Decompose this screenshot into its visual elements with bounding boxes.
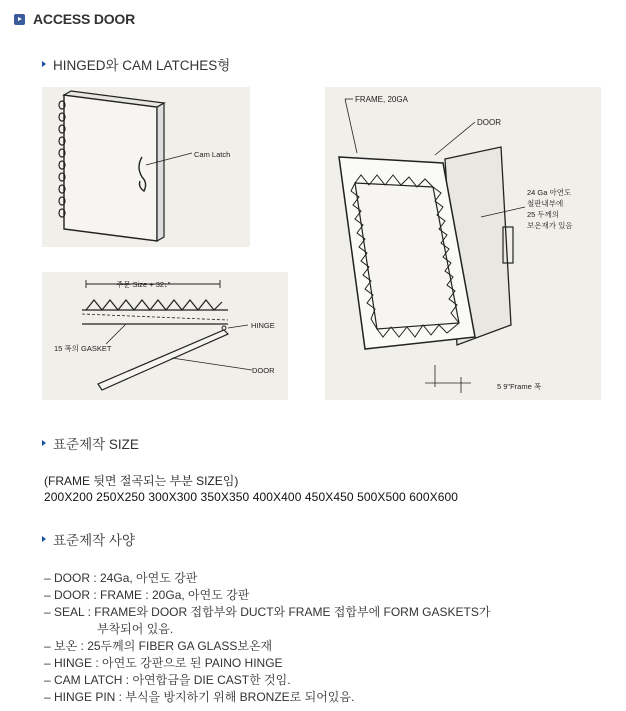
figure-gasket-section [42, 272, 288, 400]
spec-door: – DOOR : 24Ga, 아연도 강판 [44, 571, 198, 585]
label-note-4: 보온재가 있음 [527, 221, 573, 230]
label-door-small: DOOR [252, 366, 275, 375]
figure-frame-iso [325, 87, 601, 400]
section-standard-size [42, 433, 139, 453]
spec-seal: – SEAL : FRAME와 DOOR 접합부와 DUCT와 FRAME 접합부에 FORM GASKETS가 [44, 605, 491, 619]
label-door-big: DOOR [477, 118, 501, 127]
spec-hinge-pin: – HINGE PIN : 부식을 방지하기 위해 BRONZE로 되어있음. [44, 690, 355, 704]
label-note-1: 24 Ga 아연도 [527, 188, 572, 197]
spec-insulation: – 보온 : 25두께의 FIBER GA GLASS보온재 [44, 639, 273, 653]
bullet-arrow-icon [42, 536, 46, 542]
section-hinged-label: HINGED와 CAM LATCHES형 [53, 58, 231, 73]
section-standard-spec [42, 529, 135, 549]
bullet-arrow-icon [42, 61, 46, 67]
section-hinged [42, 54, 230, 74]
section-standard-size-label: 표준제작 SIZE [53, 437, 139, 452]
label-frame-20ga: FRAME, 20GA [355, 95, 408, 104]
label-note-3: 25 두께의 [527, 210, 560, 219]
title-arrow-icon [14, 14, 25, 25]
spec-cam-latch: – CAM LATCH : 아연합금을 DIE CAST한 것임. [44, 673, 291, 687]
label-frame-width: 5 9"Frame 폭 [497, 382, 542, 391]
spec-seal-cont: 부착되어 있음. [97, 622, 174, 636]
spec-hinge: – HINGE : 아연도 강판으로 된 PAINO HINGE [44, 656, 283, 670]
figure-door-cam-latch [42, 87, 250, 247]
label-cam-latch: Cam Latch [194, 150, 231, 159]
page-title: ACCESS DOOR [33, 11, 136, 27]
label-note-2: 철판내부에 [527, 199, 564, 208]
label-gasket: 15 폭의 GASKET [54, 344, 112, 353]
label-hinge: HINGE [251, 321, 275, 330]
size-note: (FRAME 뒷면 절곡되는 부분 SIZE임) [44, 474, 239, 488]
section-standard-spec-label: 표준제작 사양 [53, 533, 135, 548]
page-title-row [14, 11, 135, 27]
bullet-arrow-icon [42, 440, 46, 446]
size-list: 200X200 250X250 300X300 350X350 400X400 450X450 500X500 600X600 [44, 490, 459, 504]
spec-frame: – DOOR : FRAME : 20Ga, 아연도 강판 [44, 588, 250, 602]
label-order-size: 주문 Size + 32↓" [116, 280, 171, 289]
